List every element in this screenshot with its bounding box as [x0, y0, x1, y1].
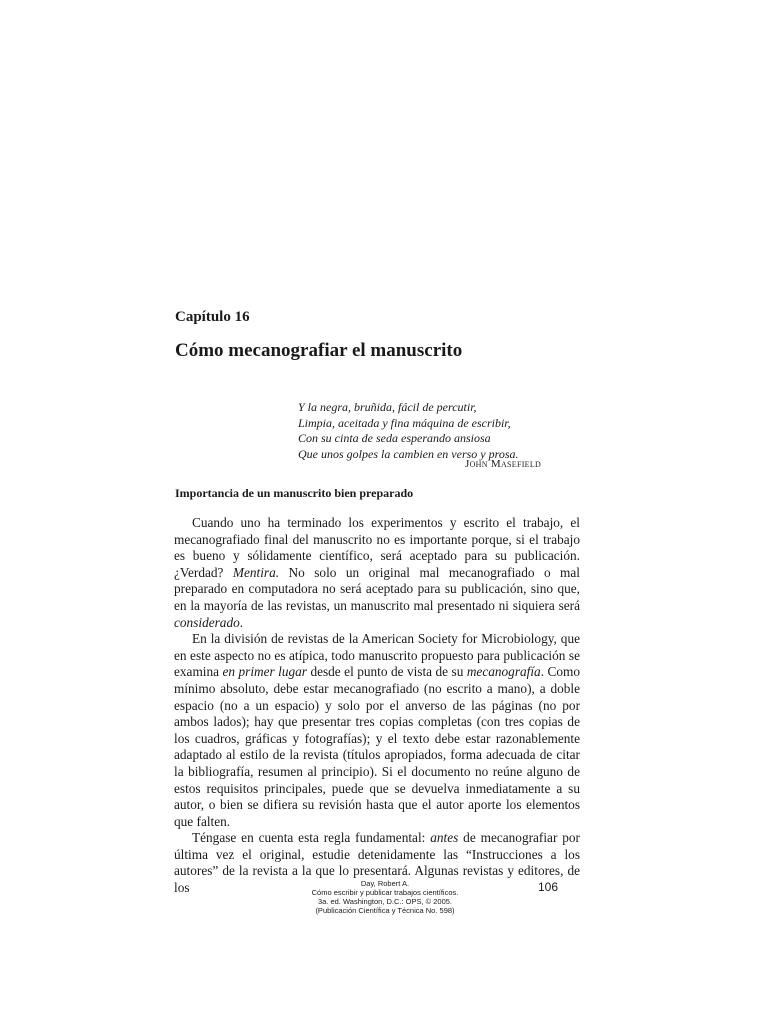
page-number: 106	[538, 880, 559, 894]
citation-line: (Publicación Científica y Técnica No. 598)	[315, 906, 455, 915]
body-text	[174, 515, 580, 897]
citation-line: 3a. ed. Washington, D.C.: OPS, © 2005.	[317, 897, 453, 906]
text-run: desde el punto de vista de su	[306, 664, 467, 680]
epigraph-line: Y la negra, bruñida, fácil de percutir,	[298, 400, 477, 414]
text-run: de mecanografiar por última vez el original, estudie detenidamente las “Instrucciones a los autores” de la revista a la que lo presentará. Algunas revistas y editores, de los	[174, 830, 580, 896]
emphasis-text: en primer lugar	[222, 664, 307, 680]
text-run: En la división de revistas de la American Society for Microbiology, que en este aspecto no es atípica, todo manuscrito propuesto para publicación se examina	[174, 631, 580, 680]
epigraph-author: John Masefield	[465, 458, 542, 470]
chapter-title: Cómo mecanografiar el manuscrito	[175, 340, 463, 361]
section-heading: Importancia de un manuscrito bien preparado	[175, 486, 414, 500]
chapter-label: Capítulo 16	[175, 309, 250, 325]
citation-line: Cómo escribir y publicar trabajos científicos.	[311, 888, 459, 897]
epigraph-line: Limpia, aceitada y fina máquina de escribir,	[298, 415, 511, 430]
text-run: No solo un original mal mecanografiado o mal preparado en computadora no será aceptado para su publicación, sino que, en la mayoría de las revistas, un manuscrito mal presentado ni siquiera será	[174, 564, 580, 613]
footer-citation	[290, 879, 480, 915]
text-run: . Como mínimo absoluto, debe estar mecanografiado (no escrito a mano), a doble espacio (no a un espacio) y solo por el anverso de las páginas (no por ambos lados); hay que presentar tres copias completas (con tres copias de los cuadros, gráficas y fotografías); y el texto debe estar razonablemente adaptado al estilo de la revista (títulos apropiados, forma adecuada de citar la bibliografía, resumen al principio). Si el documento no reúne alguno de estos requisitos principales, puede que se devuelva inmediatamente a su autor, o bien se difiera su revisión hasta que el autor aporte los elementos que falten.	[174, 664, 580, 829]
epigraph-line: Con su cinta de seda esperando ansiosa	[298, 431, 491, 445]
epigraph-line: Que unos golpes la cambien en verso y prosa.	[298, 446, 519, 461]
citation-line: Day, Robert A.	[360, 879, 410, 888]
emphasis-text: considerado	[174, 614, 240, 630]
text-run: Cuando uno ha terminado los experimentos y escrito el trabajo, el mecanografiado final del manuscrito no es importante porque, si el trabajo es bueno y sólidamente científico, será aceptado para su publicación. ¿Verdad?	[174, 515, 580, 580]
paragraph-1	[174, 515, 580, 631]
emphasis-text: mecanografía	[466, 664, 541, 680]
emphasis-text: Mentira.	[232, 564, 280, 580]
paragraph-2	[174, 631, 580, 830]
text-run: Téngase en cuenta esta regla fundamental:	[192, 830, 431, 846]
text-run: .	[239, 614, 244, 630]
emphasis-text: antes	[430, 830, 459, 846]
epigraph	[298, 400, 548, 462]
